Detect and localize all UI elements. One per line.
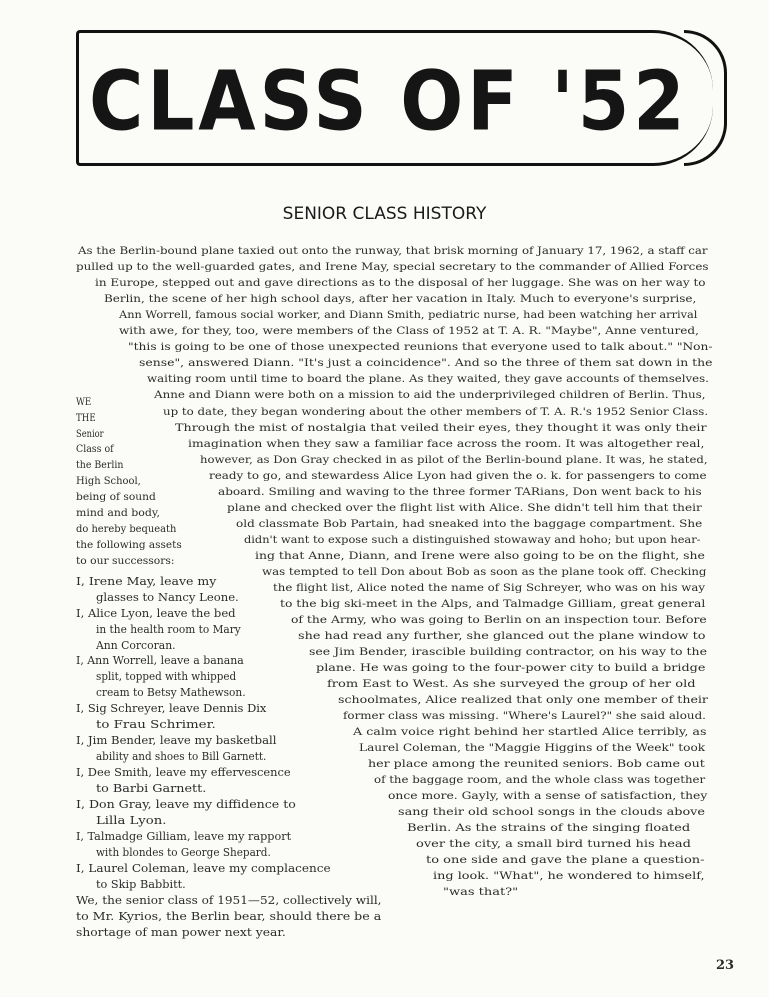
- story-line: the flight list, Alice noted the name of Sig Schreyer, who was on his way: [273, 582, 706, 594]
- bequest-line: with blondes to George Shepard.: [96, 846, 271, 859]
- story-line: she had read any further, she glanced out the plane window to: [298, 630, 706, 642]
- story-line: however, as Don Gray checked in as pilot of the Berlin-bound plane. It was, he stated,: [200, 454, 708, 466]
- story-line: from East to West. As she surveyed the group of her old: [327, 678, 696, 690]
- story-line: see Jim Bender, irascible building contractor, on his way to the: [309, 646, 707, 658]
- story-line: former class was missing. "Where's Laurel?" she said aloud.: [343, 710, 706, 722]
- story-line: plane and checked over the flight list with Alice. She didn't tell him that their: [227, 502, 702, 514]
- class-banner: [76, 30, 713, 166]
- bequest-line: shortage of man power next year.: [76, 926, 286, 939]
- story-line: up to date, they began wondering about the other members of T. A. R.'s 1952 Senior Class.: [163, 406, 709, 418]
- preamble-line: WE: [76, 396, 92, 408]
- bequest-line: to Frau Schrimer.: [96, 718, 216, 731]
- story-line: of the Army, who was going to Berlin on an inspection tour. Before: [291, 614, 707, 626]
- story-line: once more. Gayly, with a sense of satisfaction, they: [388, 790, 708, 802]
- story-line: of the baggage room, and the whole class was together: [374, 774, 706, 786]
- story-line: Berlin. As the strains of the singing floated: [407, 822, 691, 834]
- story-line: sang their old school songs in the clouds above: [398, 806, 705, 818]
- story-line: Laurel Coleman, the "Maggie Higgins of the Week" took: [359, 742, 706, 754]
- bequest-line: to Mr. Kyrios, the Berlin bear, should there be a: [76, 910, 382, 923]
- bequest-line: I, Jim Bender, leave my basketball: [76, 734, 277, 747]
- bequest-line: I, Laurel Coleman, leave my complacence: [76, 862, 331, 875]
- bequest-line: split, topped with whipped: [96, 670, 237, 683]
- bequest-line: Ann Corcoran.: [96, 639, 176, 652]
- story-line: plane. He was going to the four-power city to build a bridge: [316, 662, 706, 674]
- story-line: ready to go, and stewardess Alice Lyon had given the o. k. for passengers to come: [209, 470, 707, 482]
- story-line: in Europe, stepped out and gave directions as to the disposal of her luggage. She was on her way to: [95, 277, 706, 289]
- story-line: ing that Anne, Diann, and Irene were also going to be on the flight, she: [255, 550, 705, 562]
- preamble-line: do hereby bequeath: [76, 523, 177, 535]
- story-line: with awe, for they, too, were members of the Class of 1952 at T. A. R. "Maybe", Anne ventured,: [119, 325, 699, 337]
- bequest-line: I, Don Gray, leave my diffidence to: [76, 798, 296, 811]
- preamble-line: Senior: [76, 428, 104, 440]
- story-line: to the big ski-meet in the Alps, and Talmadge Gilliam, great general: [280, 598, 706, 610]
- story-line: over the city, a small bird turned his head: [416, 838, 691, 850]
- bequest-line: I, Alice Lyon, leave the bed: [76, 607, 236, 620]
- bequest-line: cream to Betsy Mathewson.: [96, 686, 246, 699]
- bequest-line: in the health room to Mary: [96, 623, 241, 636]
- story-line: sense", answered Diann. "It's just a coincidence". And so the three of them sat down in the: [139, 357, 713, 369]
- preamble-line: being of sound: [76, 491, 156, 503]
- bequest-line: to Skip Babbitt.: [96, 878, 186, 891]
- story-line: Berlin, the scene of her high school days, after her vacation in Italy. Much to everyone's surprise,: [104, 293, 697, 305]
- story-line: As the Berlin-bound plane taxied out onto the runway, that brisk morning of January 17, 1962, a staff car: [78, 245, 708, 257]
- banner-scroll-end: [684, 30, 727, 166]
- story-line: was tempted to tell Don about Bob as soon as the plane took off. Checking: [262, 566, 707, 578]
- section-heading: SENIOR CLASS HISTORY: [282, 204, 487, 224]
- bequest-line: I, Talmadge Gilliam, leave my rapport: [76, 830, 292, 843]
- story-line: waiting room until time to board the plane. As they waited, they gave accounts of themselves.: [147, 373, 709, 385]
- story-line: Ann Worrell, famous social worker, and Diann Smith, pediatric nurse, had been watching her arrival: [119, 309, 698, 321]
- story-line: A calm voice right behind her startled Alice terribly, as: [353, 726, 707, 738]
- preamble-line: the Berlin: [76, 459, 124, 471]
- preamble-line: THE: [76, 412, 96, 424]
- bequest-line: ability and shoes to Bill Garnett.: [96, 750, 267, 763]
- story-line: old classmate Bob Partain, had sneaked into the baggage compartment. She: [236, 518, 703, 530]
- story-line: Through the mist of nostalgia that veiled their eyes, they thought it was only their: [175, 422, 707, 434]
- story-line: imagination when they saw a familiar face across the room. It was altogether real,: [188, 438, 705, 450]
- preamble-line: to our successors:: [76, 555, 175, 567]
- bequest-line: to Barbi Garnett.: [96, 782, 207, 795]
- preamble-line: High School,: [76, 475, 141, 487]
- preamble-line: mind and body,: [76, 507, 161, 519]
- story-line: her place among the reunited seniors. Bob came out: [368, 758, 705, 770]
- story-line: "this is going to be one of those unexpected reunions that everyone used to talk about." "Non-: [128, 341, 713, 353]
- preamble-line: Class of: [76, 443, 114, 455]
- bequest-line: We, the senior class of 1951—52, collectively will,: [76, 894, 382, 907]
- bequest-line: glasses to Nancy Leone.: [96, 591, 239, 604]
- bequest-line: I, Sig Schreyer, leave Dennis Dix: [76, 702, 267, 715]
- bequest-line: I, Irene May, leave my: [76, 575, 217, 588]
- story-line: schoolmates, Alice realized that only one member of their: [338, 694, 708, 706]
- page-number: 23: [716, 958, 735, 973]
- story-line: aboard. Smiling and waving to the three former TARians, Don went back to his: [218, 486, 702, 498]
- story-line: pulled up to the well-guarded gates, and Irene May, special secretary to the commander of Allied Forces: [76, 261, 709, 273]
- bequest-line: I, Ann Worrell, leave a banana: [76, 654, 244, 667]
- story-line: didn't want to expose such a distinguished stowaway and hoho; but upon hear-: [244, 534, 701, 546]
- story-line: ing look. "What", he wondered to himself,: [433, 870, 705, 882]
- bequest-line: I, Dee Smith, leave my effervescence: [76, 766, 291, 779]
- banner-title: CLASS OF '52: [89, 55, 689, 150]
- story-line: Anne and Diann were both on a mission to aid the underprivileged children of Berlin. Thus,: [154, 389, 706, 401]
- story-line: "was that?": [443, 886, 519, 898]
- preamble-line: the following assets: [76, 539, 182, 551]
- story-line: to one side and gave the plane a question-: [426, 854, 705, 866]
- bequest-line: Lilla Lyon.: [96, 814, 167, 827]
